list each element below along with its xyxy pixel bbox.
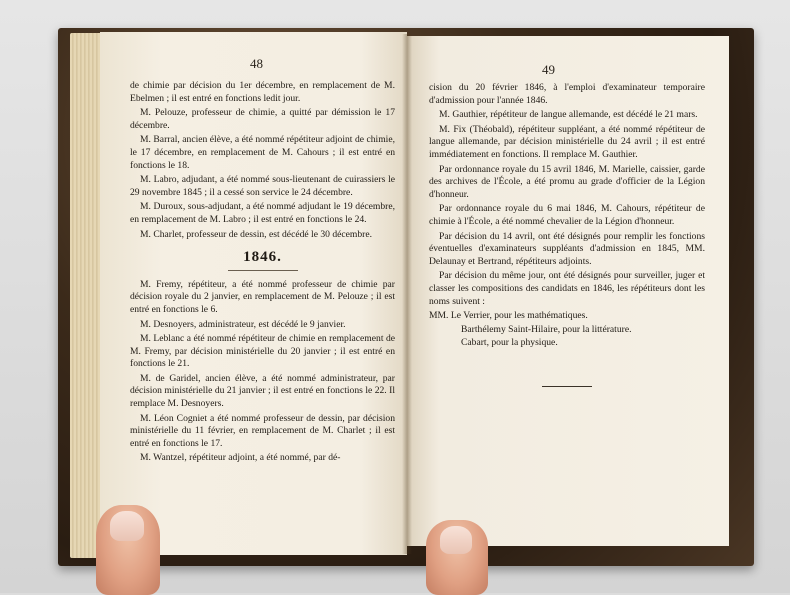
- paragraph: M. Fix (Théobald), répétiteur suppléant, a été nommé répétiteur de langue allemande, par décision ministérielle du 24 avril ; il est entré immédiatement en fonctions. Il remplace M. Gauthier.: [429, 123, 705, 160]
- list-item: Barthélemy Saint-Hilaire, pour la littérature.: [461, 323, 632, 335]
- paragraph: M. Leblanc a été nommé répétiteur de chimie en remplacement de M. Fremy, par décision ministérielle du 20 janvier ; il est entré en fonctions le 21.: [130, 333, 395, 370]
- paragraph: M. Fremy, répétiteur, a été nommé professeur de chimie par décision royale du 2 janvier, en remplacement de M. Pelouze ; il est entré en fonctions le 6.: [130, 278, 395, 315]
- paragraph: M. Barral, ancien élève, a été nommé répétiteur adjoint de chimie, le 17 décembre, en remplacement de M. Cahours ; il est entré en fonctions le 18.: [130, 134, 395, 171]
- paragraph: cision du 20 février 1846, à l'emploi d'examinateur temporaire d'admission pour l'année 1846.: [429, 82, 705, 106]
- list-item: Cabart, pour la physique.: [461, 337, 558, 349]
- right-page: [407, 36, 729, 546]
- paragraph: de chimie par décision du 1er décembre, en remplacement de M. Ebelmen ; il est entré en fonctions ledit jour.: [130, 80, 395, 104]
- right-thumb: [426, 520, 488, 595]
- paragraph: M. Charlet, professeur de dessin, est décédé le 30 décembre.: [140, 228, 373, 240]
- paragraph: M. Pelouze, professeur de chimie, a quitté par démission le 17 décembre.: [130, 107, 395, 131]
- paragraph: M. Wantzel, répétiteur adjoint, a été nommé, par dé-: [140, 452, 341, 464]
- left-page-body: [130, 80, 395, 467]
- paragraph: M. Duroux, sous-adjudant, a été nommé adjudant le 19 décembre, en remplacement de M. Labro ; il est entré en fonctions le 24.: [130, 201, 395, 225]
- paragraph: M. de Garidel, ancien élève, a été nommé administrateur, par décision ministérielle du 21 janvier ; il est entré en fonctions le 22. Il remplace M. Desnoyers.: [130, 372, 395, 410]
- name-list: [429, 310, 705, 350]
- year-rule: [228, 270, 298, 271]
- paragraph: M. Gauthier, répétiteur de langue allemande, est décédé le 21 mars.: [439, 109, 698, 121]
- paragraph: Par ordonnance royale du 6 mai 1846, M. Cahours, répétiteur de chimie à l'École, a été nommé chevalier de la Légion d'honneur.: [429, 203, 705, 227]
- paragraph: Par ordonnance royale du 15 avril 1846, M. Marielle, caissier, garde des archives de l'École, a été promu au grade d'officier de la Légion d'honneur.: [429, 163, 705, 200]
- right-page-number: 49: [542, 62, 555, 77]
- paragraph: M. Léon Cogniet a été nommé professeur de dessin, par décision ministérielle du 11 février, en remplacement de M. Charlet ; il est entré en fonctions le 17.: [130, 412, 395, 449]
- left-thumb: [96, 505, 160, 595]
- left-page-number: 48: [250, 56, 263, 71]
- book-gutter: [402, 34, 412, 554]
- end-rule: [542, 386, 592, 387]
- list-item: MM. Le Verrier, pour les mathématiques.: [429, 310, 588, 322]
- left-page: [100, 32, 407, 555]
- paragraph: Par décision du 14 avril, ont été désignés pour remplir les fonctions éventuelles d'examinateurs suppléants d'admission en 1845, MM. Delaunay et Bertrand, répétiteurs adjoints.: [429, 230, 705, 267]
- thumbnail-nail: [110, 511, 144, 541]
- page-edges: [70, 33, 104, 558]
- year-heading: 1846.: [243, 249, 282, 266]
- thumbnail-nail: [440, 526, 472, 554]
- paragraph: Par décision du même jour, ont été désignés pour surveiller, juger et classer les compositions des candidats en 1846, les répétiteurs dont les noms suivent :: [429, 270, 705, 307]
- paragraph: M. Labro, adjudant, a été nommé sous-lieutenant de cuirassiers le 29 novembre 1845 ; il a cessé son service le 24 décembre.: [130, 174, 395, 198]
- right-page-body: [429, 82, 705, 387]
- paragraph: M. Desnoyers, administrateur, est décédé le 9 janvier.: [140, 318, 346, 330]
